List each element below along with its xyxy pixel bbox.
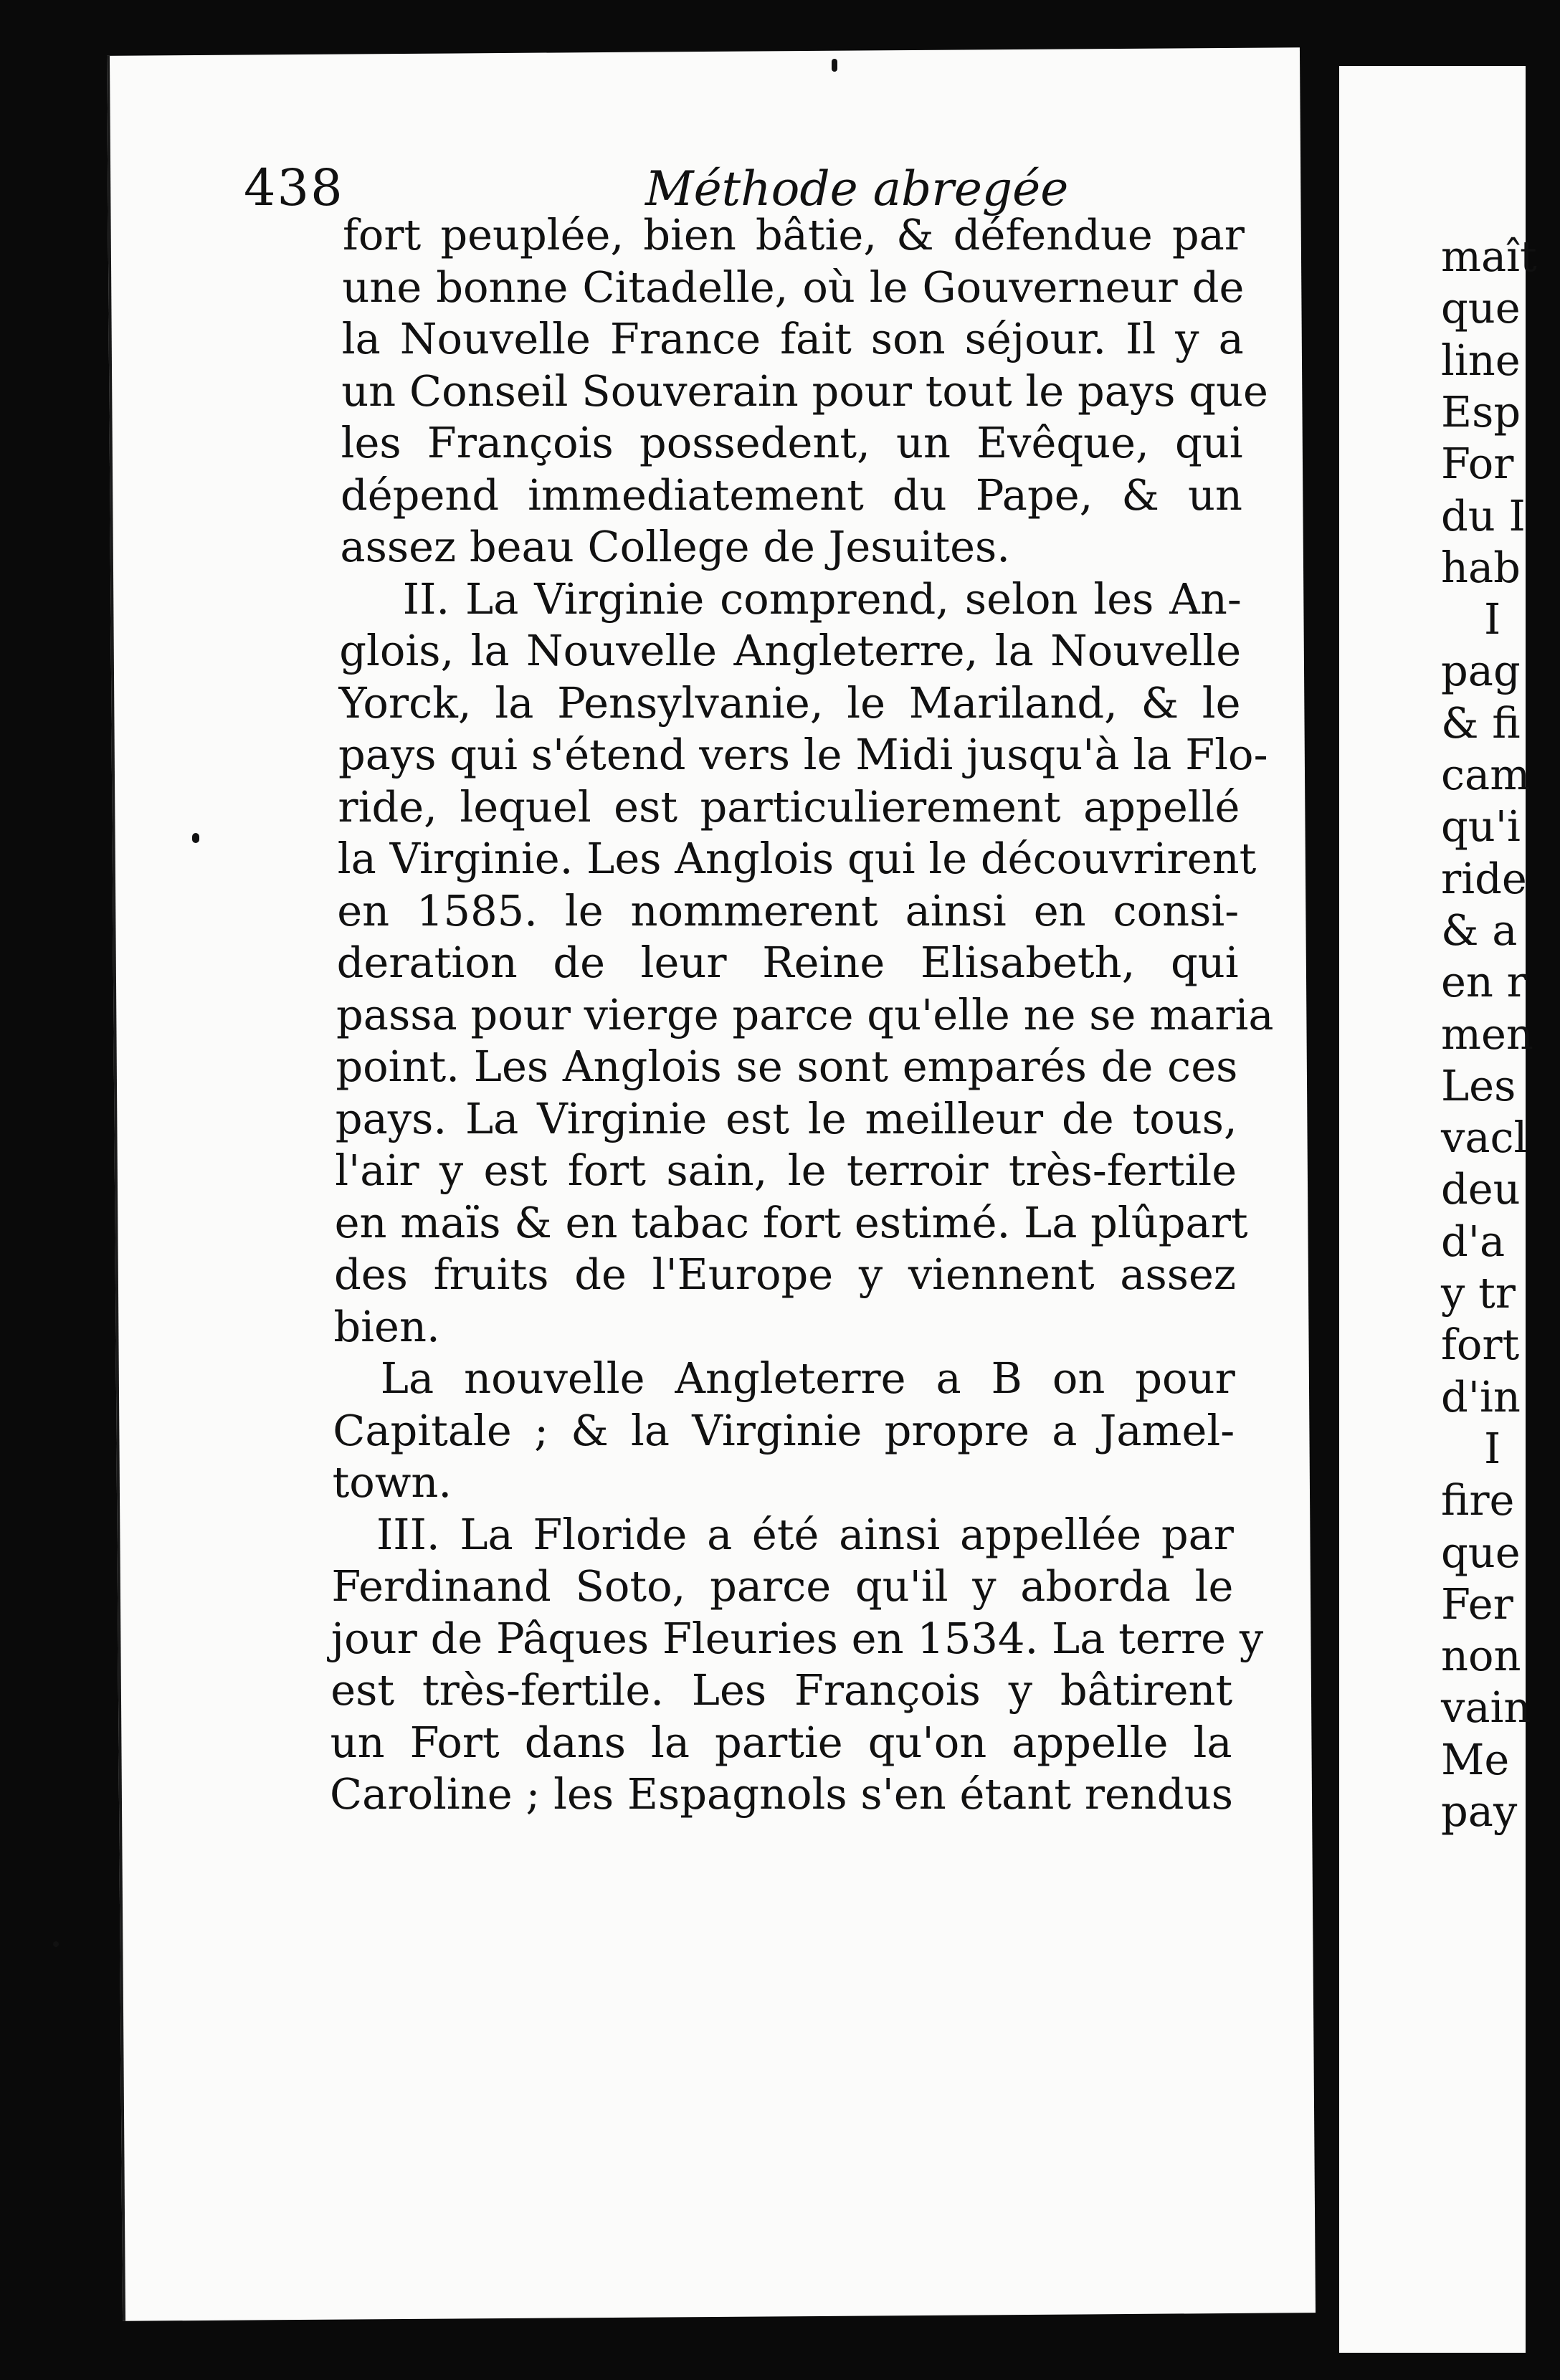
- text-line: Capitale ; & la Virginie propre a Jamel-: [333, 1405, 1235, 1455]
- text-line: est très-fertile. Les François y bâtirent: [330, 1665, 1233, 1715]
- text-line: passa pour vierge parce qu'elle ne se maria: [336, 989, 1274, 1039]
- right-text-fragment: I: [1484, 1423, 1501, 1473]
- right-text-fragment: pay: [1441, 1786, 1518, 1836]
- text-line: II. La Virginie comprend, selon les An-: [402, 573, 1242, 624]
- text-line: III. La Floride a été ainsi appellée par: [376, 1509, 1234, 1559]
- right-text-fragment: pag: [1441, 646, 1521, 696]
- text-line: deration de leur Reine Elisabeth, qui: [336, 938, 1239, 987]
- gutter-mark: [192, 833, 199, 843]
- text-line: en 1585. le nommerent ainsi en consi-: [337, 885, 1240, 936]
- text-line: bien.: [333, 1301, 440, 1351]
- right-text-fragment: I: [1484, 594, 1501, 644]
- right-text-fragment: Fer: [1441, 1579, 1513, 1629]
- text-line: l'air y est fort sain, le terroir très-fertile: [335, 1146, 1237, 1195]
- right-text-fragment: line: [1441, 335, 1521, 385]
- right-text-fragment: fort: [1441, 1320, 1520, 1370]
- right-text-fragment: hab: [1441, 542, 1521, 592]
- text-line: jour de Pâques Fleuries en 1534. La terre y: [330, 1613, 1264, 1663]
- text-line: glois, la Nouvelle Angleterre, la Nouvelle: [339, 626, 1242, 675]
- right-text-fragment: men: [1441, 1009, 1533, 1059]
- text-line: la Nouvelle France fait son séjour. Il y a: [341, 314, 1244, 363]
- text-line: les François possedent, un Evêque, qui: [341, 418, 1243, 467]
- text-line: Ferdinand Soto, parce qu'il y aborda le: [331, 1561, 1234, 1611]
- right-text-fragment: maît: [1441, 232, 1537, 281]
- text-line: une bonne Citadelle, où le Gouverneur de: [342, 262, 1245, 312]
- right-text-fragment: non: [1441, 1631, 1521, 1681]
- right-text-fragment: deu: [1441, 1164, 1521, 1214]
- running-title: Méthode abregée: [645, 161, 1069, 216]
- text-line: point. Les Anglois se sont emparés de ces: [336, 1042, 1238, 1091]
- text-line: un Conseil Souverain pour tout le pays que: [341, 366, 1268, 416]
- text-line: Caroline ; les Espagnols s'en étant rendus: [330, 1769, 1233, 1819]
- text-line: Yorck, la Pensylvanie, le Mariland, & le: [338, 677, 1241, 728]
- text-line: dépend immediatement du Pape, & un: [341, 470, 1242, 520]
- right-text-fragment: en r: [1441, 957, 1527, 1007]
- right-text-fragment: y tr: [1441, 1268, 1516, 1318]
- right-text-fragment: For: [1441, 439, 1514, 489]
- right-text-fragment: que: [1441, 283, 1521, 333]
- right-text-fragment: que: [1441, 1527, 1521, 1577]
- margin-mark: [53, 1941, 59, 1947]
- right-text-fragment: vacl: [1441, 1113, 1528, 1163]
- right-text-fragment: qu'i: [1441, 801, 1521, 852]
- page-number: 438: [244, 158, 344, 217]
- text-line: assez beau College de Jesuites.: [340, 522, 1011, 571]
- text-line: pays qui s'étend vers le Midi jusqu'à la Flo-: [338, 730, 1268, 779]
- text-line: un Fort dans la partie qu'on appelle la: [330, 1717, 1232, 1767]
- text-line: ride, lequel est particulierement appellé: [338, 781, 1240, 832]
- right-text-fragment: ride: [1441, 853, 1527, 903]
- right-text-fragment: vain: [1441, 1682, 1531, 1733]
- text-line: town.: [332, 1457, 452, 1507]
- right-text-fragment: d'in: [1441, 1371, 1521, 1422]
- right-text-fragment: Me: [1441, 1734, 1510, 1784]
- text-line: des fruits de l'Europe y viennent assez: [334, 1250, 1236, 1299]
- right-text-fragment: fire: [1441, 1475, 1515, 1525]
- right-text-fragment: Les: [1441, 1060, 1516, 1110]
- right-text-fragment: cam: [1441, 750, 1531, 799]
- right-text-fragment: & a: [1441, 905, 1518, 955]
- text-line: fort peuplée, bien bâtie, & défendue par: [343, 210, 1245, 260]
- text-line: en maïs & en tabac fort estimé. La plûpart: [334, 1197, 1248, 1247]
- top-mark: [832, 59, 837, 72]
- right-text-fragment: d'a: [1441, 1216, 1506, 1266]
- text-line: pays. La Virginie est le meilleur de tous,: [335, 1093, 1237, 1143]
- right-text-fragment: & fi: [1441, 698, 1521, 748]
- text-line: La nouvelle Angleterre a B on pour: [380, 1353, 1235, 1403]
- right-text-fragment: Esp: [1441, 386, 1521, 437]
- right-text-fragment: du I: [1441, 490, 1526, 541]
- text-line: la Virginie. Les Anglois qui le découvrirent: [337, 834, 1257, 883]
